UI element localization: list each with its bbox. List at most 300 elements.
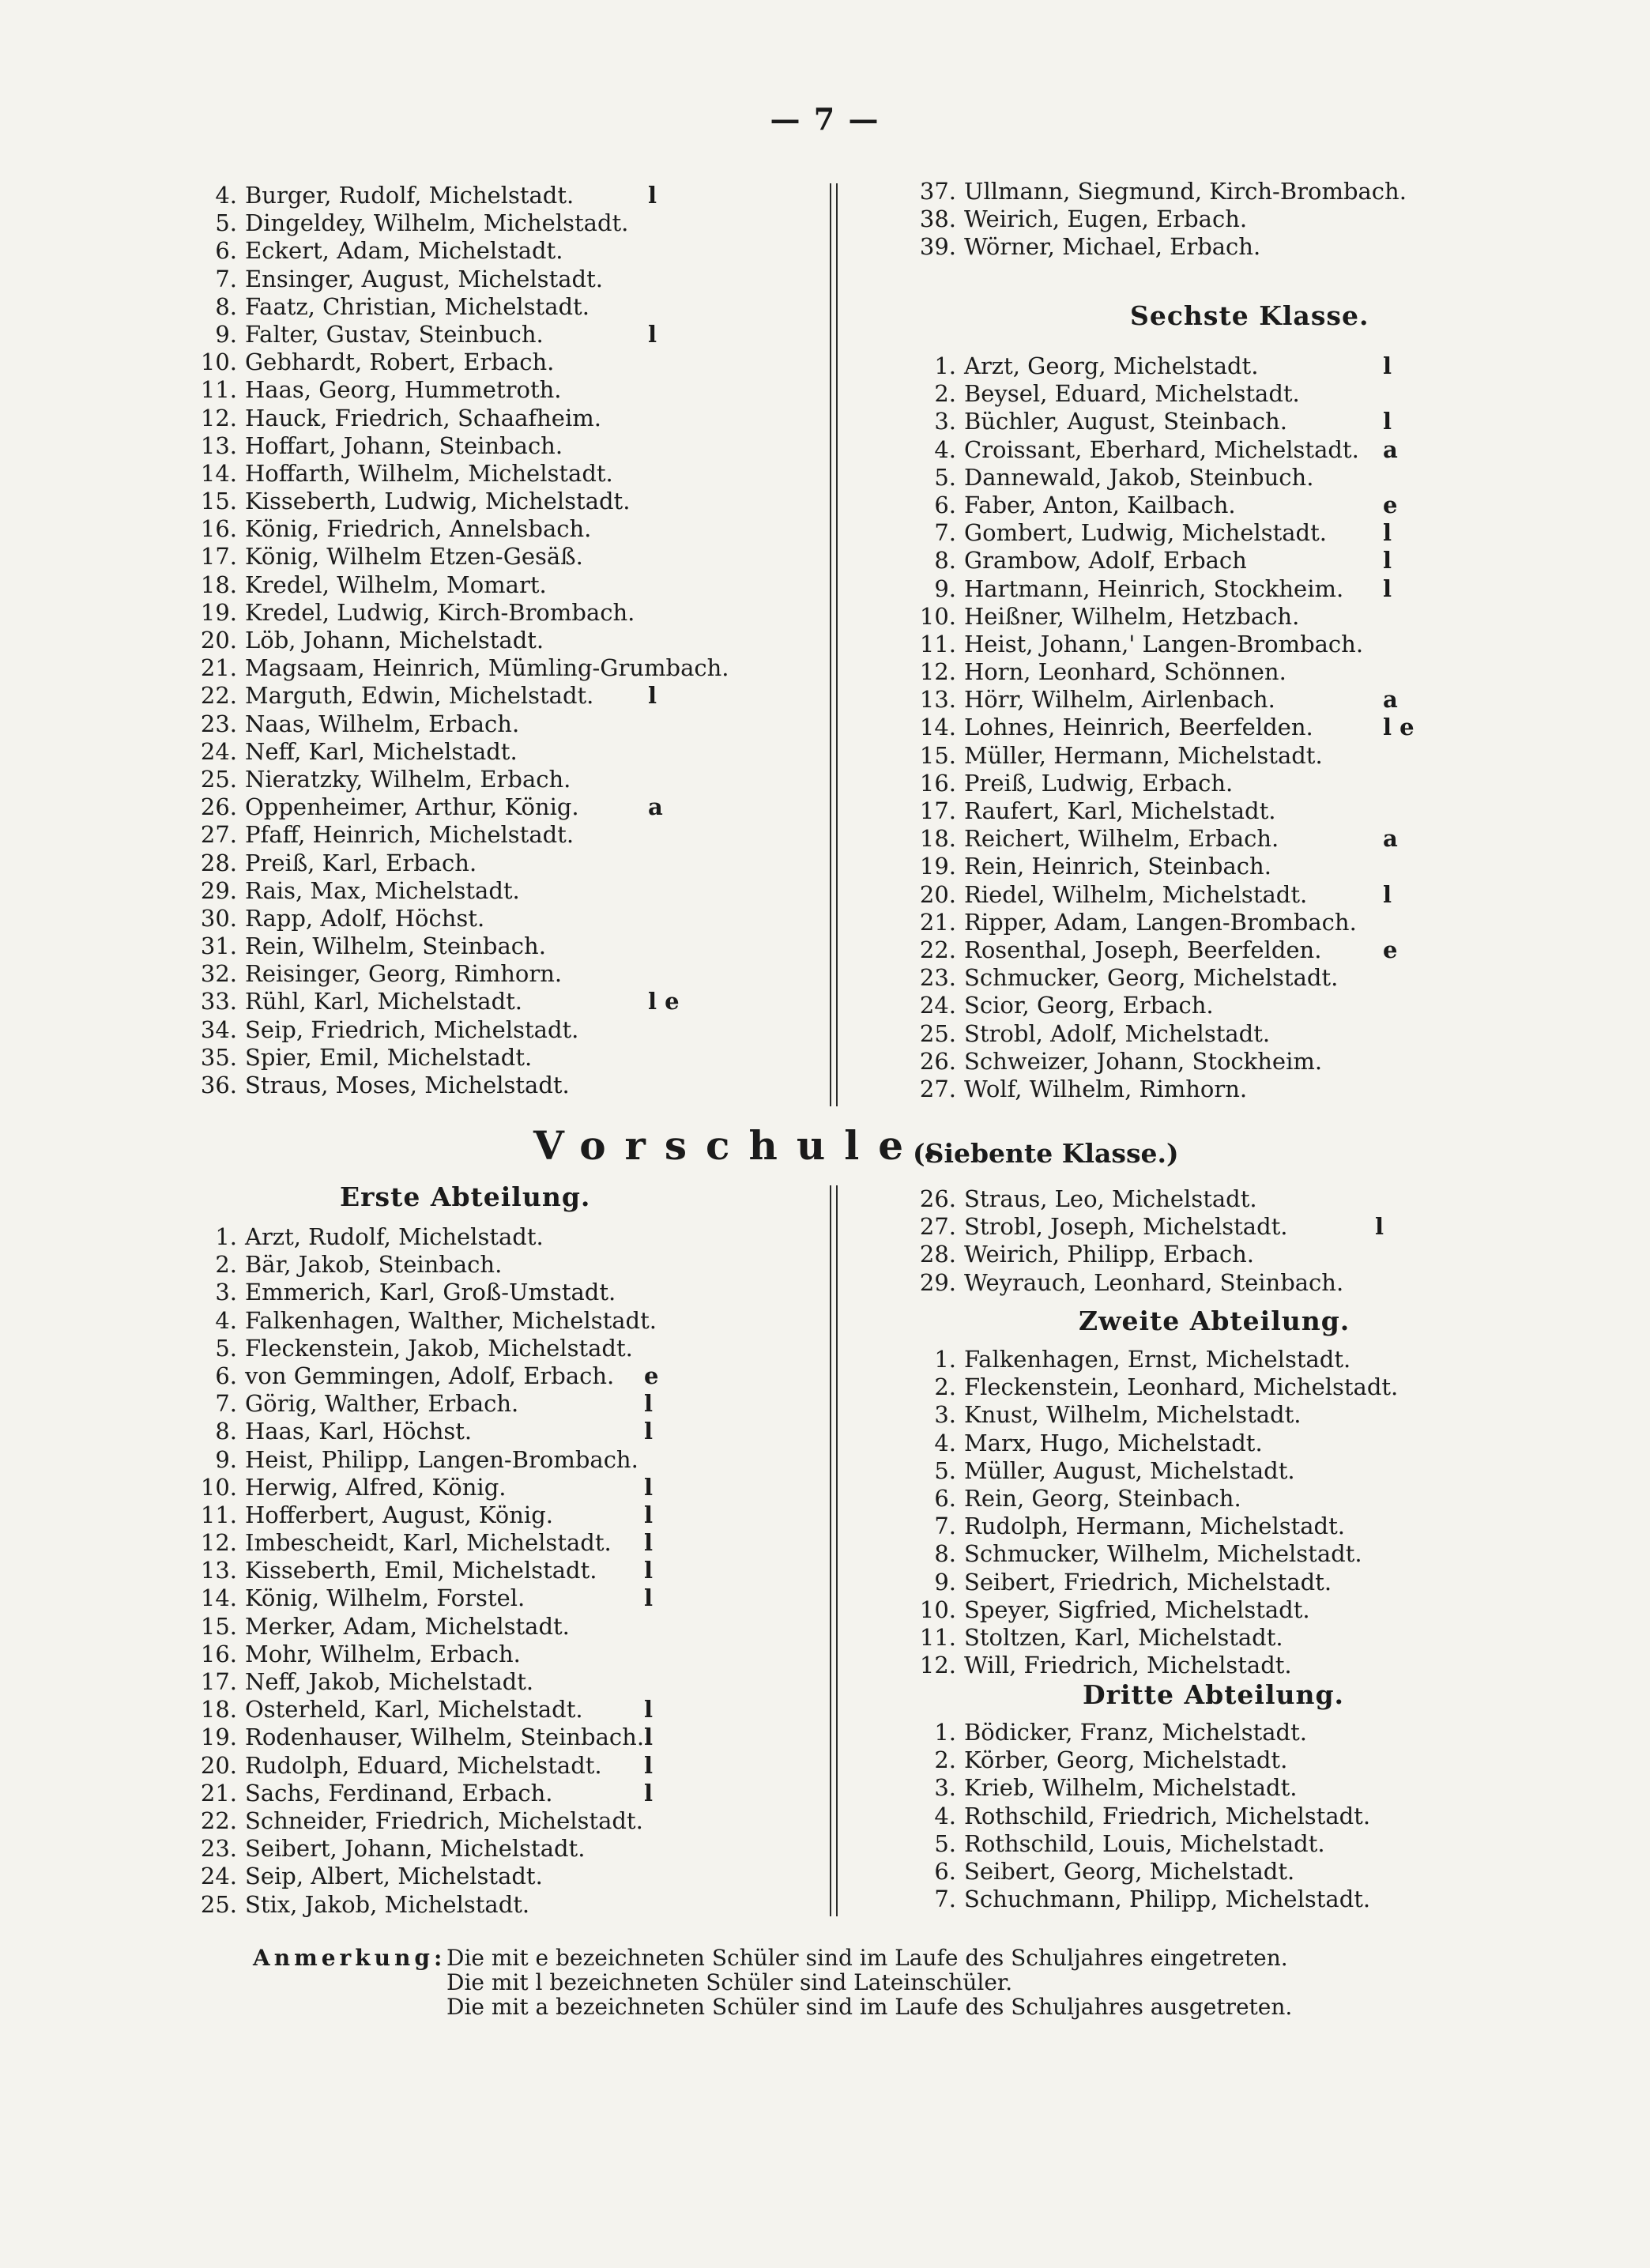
list-item	[909, 714, 1415, 741]
list-item	[190, 293, 729, 321]
list-item	[909, 1401, 1398, 1429]
student-name: Mohr, Wilhelm,	[245, 1640, 423, 1667]
list-item	[190, 1072, 729, 1099]
student-name: Hoffart, Johann,	[245, 431, 432, 459]
student-name: Seip, Albert,	[245, 1863, 390, 1890]
student-name: Strobl, Adolf,	[964, 1019, 1118, 1047]
list-upper-left	[190, 182, 729, 1099]
student-place: Stockheim.	[1192, 1047, 1323, 1075]
student-place: Steinbach.	[422, 932, 546, 960]
list-item-number: 14.	[200, 459, 237, 487]
list-item-number: 11.	[919, 630, 956, 657]
student-place: Michelstadt.	[1142, 1746, 1288, 1774]
list-item-number: 23.	[919, 964, 956, 992]
heading-erste-abteilung: Erste Abteilung.	[340, 1181, 591, 1212]
student-mark: l	[644, 1418, 654, 1445]
list-item	[190, 960, 729, 988]
list-dritte-abteilung	[909, 1719, 1370, 1913]
student-place: Langen-Brombach.	[1136, 908, 1357, 936]
list-item	[909, 1652, 1398, 1679]
student-name: Rein, Wilhelm,	[245, 932, 416, 960]
student-place: Erbach	[1163, 547, 1247, 575]
list-item	[190, 1335, 657, 1362]
list-item-number: 5.	[215, 1334, 237, 1362]
list-item-number: 18.	[919, 825, 956, 853]
student-name: König, Wilhelm,	[245, 1584, 429, 1612]
student-place: Michelstadt.	[483, 209, 629, 237]
student-mark: l	[648, 320, 657, 348]
list-item	[909, 964, 1363, 992]
note-text-e: Die mit e bezeichneten Schüler sind im Laufe des Schuljahres eingetreten.	[446, 1945, 1288, 1971]
note-text-a: Die mit a bezeichneten Schüler sind im Laufe des Schuljahres ausgetreten.	[446, 1994, 1293, 2020]
student-place: Steinbach.	[439, 431, 563, 459]
list-item	[190, 821, 729, 849]
list-item	[190, 710, 729, 738]
student-place: Michelstadt.	[457, 1751, 602, 1779]
list-item	[909, 547, 1392, 575]
student-name: Merker, Adam,	[245, 1612, 418, 1640]
student-name: Spier, Emil,	[245, 1043, 380, 1071]
list-item-number: 22.	[200, 1806, 237, 1834]
student-name: Oppenheimer, Arthur,	[245, 793, 498, 821]
list-item	[909, 1774, 1370, 1802]
student-name: Faatz, Christian,	[245, 292, 438, 320]
student-name: Krieb, Wilhelm,	[964, 1774, 1145, 1802]
note-row-a	[253, 1995, 1292, 2019]
student-name: Eckert, Adam,	[245, 237, 411, 265]
list-item	[190, 1780, 657, 1807]
list-sechste-klasse	[909, 352, 1415, 1103]
list-item	[190, 682, 729, 710]
list-item-number: 27.	[919, 1075, 956, 1102]
student-place: Michelstadt.	[1165, 1596, 1310, 1623]
list-item	[909, 1830, 1370, 1858]
student-place: Michelstadt.	[1225, 1886, 1371, 1913]
student-place: Michelstadt.	[1130, 797, 1276, 824]
student-place: Michelstadt.	[388, 1668, 534, 1695]
list-item	[909, 1513, 1398, 1540]
student-mark: l	[1383, 547, 1392, 575]
student-mark: l	[644, 1584, 654, 1612]
list-item-number: 6.	[215, 1362, 237, 1389]
list-item	[909, 1373, 1398, 1401]
list-item	[190, 237, 729, 265]
list-item-number: 29.	[200, 876, 237, 904]
list-item-number: 18.	[200, 1696, 237, 1724]
student-mark: l	[1383, 352, 1392, 379]
list-item	[909, 519, 1392, 547]
student-mark: l	[644, 1473, 654, 1501]
list-item-number: 6.	[934, 1857, 956, 1885]
list-item-number: 19.	[200, 598, 237, 626]
list-item-number: 26.	[919, 1047, 956, 1075]
student-place: König.	[431, 1473, 507, 1501]
student-mark: l	[1383, 519, 1392, 547]
list-item	[190, 1891, 657, 1919]
list-item-number: 7.	[934, 1886, 956, 1913]
student-mark: l	[648, 182, 657, 209]
list-item	[909, 1346, 1398, 1373]
student-name: Reichert, Wilhelm,	[964, 825, 1181, 853]
student-mark: l	[1383, 575, 1392, 602]
student-name: von Gemmingen, Adolf,	[245, 1362, 517, 1389]
list-item-number: 1.	[934, 352, 956, 379]
list-item-number: 23.	[200, 710, 237, 737]
student-place: Beerfelden.	[1187, 936, 1322, 963]
list-item-number: 10.	[919, 602, 956, 630]
student-name: König, Friedrich,	[245, 515, 443, 543]
list-item	[909, 880, 1392, 909]
list-item	[909, 205, 1407, 233]
student-place: Rimhorn.	[1139, 1075, 1248, 1102]
list-item	[909, 1213, 1384, 1241]
student-place: Kirch-Brombach.	[437, 598, 635, 626]
list-item-number: 7.	[934, 1513, 956, 1540]
list-item	[190, 266, 729, 293]
list-item	[190, 1279, 657, 1306]
list-item-number: 13.	[200, 1557, 237, 1584]
student-place: Michelstadt.	[1200, 1513, 1345, 1540]
heading-sechste-klasse: Sechste Klasse.	[1130, 300, 1369, 331]
student-place: Erbach.	[1170, 233, 1261, 261]
list-item	[190, 1557, 657, 1584]
student-place: Michelstadt.	[417, 237, 563, 265]
student-place: Michelstadt.	[386, 1043, 533, 1071]
student-name: Ripper, Adam,	[964, 908, 1129, 936]
list-item-number: 1.	[934, 1719, 956, 1746]
list-item	[909, 464, 1363, 492]
list-item	[190, 348, 729, 376]
student-place: Michelstadt.	[1138, 1623, 1283, 1651]
list-item	[909, 1803, 1370, 1830]
student-mark: a	[648, 793, 663, 821]
list-item-number: 1.	[215, 1223, 237, 1250]
list-item-number: 3.	[934, 1401, 956, 1429]
list-item-number: 11.	[200, 1501, 237, 1528]
list-item-number: 3.	[934, 1774, 956, 1802]
list-item	[909, 178, 1407, 205]
student-name: Gombert, Ludwig,	[964, 519, 1175, 547]
student-mark: l	[1375, 1213, 1384, 1241]
list-item	[909, 435, 1398, 464]
list-item	[909, 1569, 1398, 1596]
student-mark: l	[644, 1779, 654, 1806]
list-item-number: 22.	[200, 682, 237, 710]
column-divider-upper-2	[836, 183, 838, 1106]
student-place: Etzen-Gesäß.	[428, 543, 583, 571]
student-place: Michelstadt.	[437, 1696, 583, 1724]
student-name: Ensinger, August,	[245, 265, 451, 292]
student-name: Rothschild, Friedrich,	[964, 1802, 1219, 1829]
list-item	[909, 1540, 1398, 1568]
student-name: Neff, Jakob,	[245, 1668, 382, 1695]
student-name: Sachs, Ferdinand,	[245, 1779, 455, 1806]
list-item	[909, 909, 1363, 936]
student-place: Michelstadt.	[1179, 1829, 1325, 1857]
student-mark: a	[1383, 825, 1398, 853]
list-item-number: 16.	[919, 769, 956, 797]
student-place: Michelstadt.	[1181, 519, 1327, 547]
list-item	[909, 1858, 1370, 1886]
list-item	[909, 658, 1363, 686]
student-place: Michelstadt.	[1142, 1213, 1288, 1241]
list-item-number: 7.	[215, 1390, 237, 1418]
list-item	[909, 603, 1363, 631]
list-item	[909, 1746, 1370, 1774]
list-item-number: 10.	[919, 1596, 956, 1623]
student-name: Weirich, Philipp,	[964, 1241, 1156, 1268]
student-name: Rein, Heinrich,	[964, 853, 1141, 880]
student-name: Schmucker, Georg,	[964, 964, 1186, 992]
list-item-number: 4.	[934, 1802, 956, 1829]
student-name: Weirich, Eugen,	[964, 205, 1149, 233]
student-name: Croissant, Eberhard,	[964, 435, 1207, 463]
list-item	[190, 1501, 657, 1529]
list-item	[909, 408, 1392, 435]
list-erste-abteilung-cont	[909, 1185, 1384, 1297]
student-place: Höchst.	[382, 1418, 473, 1445]
student-place: Michelstadt.	[424, 1072, 570, 1098]
student-place: Steinbach.	[378, 1251, 503, 1279]
student-name: Stoltzen, Karl,	[964, 1623, 1131, 1651]
list-item-number: 6.	[934, 1484, 956, 1512]
list-item-number: 31.	[200, 932, 237, 960]
student-name: Rodenhauser, Wilhelm,	[245, 1724, 514, 1751]
list-item	[909, 491, 1398, 519]
student-place: Michelstadt.	[375, 876, 520, 904]
list-item	[909, 797, 1363, 825]
student-place: Michelstadt.	[1151, 1774, 1298, 1802]
heading-zweite-abteilung: Zweite Abteilung.	[1079, 1305, 1351, 1336]
student-name: Straus, Moses,	[245, 1072, 417, 1098]
student-mark: l	[648, 682, 657, 710]
list-erste-abteilung	[190, 1223, 657, 1919]
list-item-number: 23.	[200, 1835, 237, 1863]
student-name: Magsaam, Heinrich,	[245, 654, 481, 682]
student-name: Herwig, Alfred,	[245, 1473, 425, 1501]
list-item-number: 12.	[200, 404, 237, 431]
student-place: Erbach.	[461, 1779, 553, 1806]
list-item	[909, 1048, 1363, 1076]
student-name: Schneider, Friedrich,	[245, 1806, 491, 1834]
student-name: Falkenhagen, Walther,	[245, 1306, 505, 1334]
list-item-number: 15.	[200, 1612, 237, 1640]
list-item-number: 3.	[215, 1279, 237, 1306]
student-place: König.	[504, 793, 579, 821]
student-place: Steinbach.	[1219, 1268, 1344, 1296]
list-item-number: 5.	[215, 209, 237, 237]
student-place: Michelstadt.	[498, 1806, 643, 1834]
list-item	[190, 432, 729, 460]
student-name: Straus, Leo,	[964, 1185, 1105, 1212]
student-mark: a	[1383, 686, 1398, 714]
list-item-number: 24.	[200, 737, 237, 765]
student-place: Steinbuch.	[1189, 463, 1314, 491]
student-place: Erbach.	[480, 765, 571, 793]
list-item-number: 14.	[919, 714, 956, 741]
student-name: Heist, Philipp,	[245, 1445, 411, 1473]
list-item-number: 17.	[919, 797, 956, 824]
student-place: Erbach.	[428, 710, 520, 737]
student-place: Forstel.	[436, 1584, 526, 1612]
list-item-number: 2.	[934, 1373, 956, 1401]
student-name: Rais, Max,	[245, 876, 367, 904]
list-item	[190, 1807, 657, 1835]
student-name: Wolf, Wilhelm,	[964, 1075, 1132, 1102]
student-place: Michelstadt.	[1155, 380, 1300, 408]
list-item-number: 2.	[934, 1746, 956, 1774]
student-mark: e	[1383, 491, 1398, 518]
list-item-number: 6.	[215, 237, 237, 265]
student-place: Michelstadt.	[377, 988, 523, 1015]
list-item	[190, 932, 729, 960]
list-item	[190, 1362, 657, 1390]
list-item	[190, 1613, 657, 1641]
list-item-number: 38.	[919, 205, 956, 233]
student-name: Kisseberth, Ludwig,	[245, 488, 478, 515]
list-item-number: 17.	[200, 1668, 237, 1695]
list-item	[909, 992, 1363, 1019]
list-upper-right-top	[909, 178, 1407, 262]
list-item	[190, 376, 729, 404]
student-place: Michelstadt.	[1216, 1540, 1362, 1568]
list-item	[190, 182, 729, 209]
student-place: Mümling-Grumbach.	[488, 654, 729, 682]
list-item-number: 1.	[934, 1346, 956, 1373]
student-name: Imbescheidt, Karl,	[245, 1529, 459, 1557]
list-item-number: 8.	[934, 547, 956, 575]
student-name: Falkenhagen, Ernst,	[964, 1346, 1199, 1373]
list-item-number: 16.	[200, 515, 237, 543]
list-item	[190, 850, 729, 877]
list-item	[190, 1223, 657, 1251]
student-place: Stockheim.	[1213, 575, 1344, 602]
column-divider-upper	[830, 183, 831, 1106]
student-name: Bär, Jakob,	[245, 1251, 371, 1279]
student-name: Weyrauch, Leonhard,	[964, 1268, 1213, 1296]
list-item	[909, 1596, 1398, 1624]
list-item-number: 33.	[200, 988, 237, 1015]
student-place: Annelsbach.	[449, 515, 592, 543]
column-divider-lower-2	[836, 1185, 838, 1916]
list-item-number: 9.	[215, 320, 237, 348]
student-name: Seibert, Friedrich,	[964, 1568, 1180, 1596]
student-place: Michelstadt.	[439, 1835, 586, 1863]
student-name: Hoffarth, Wilhelm,	[245, 459, 461, 487]
student-place: Michelstadt.	[1162, 880, 1308, 908]
student-mark: l	[644, 1557, 654, 1584]
list-item-number: 20.	[919, 880, 956, 908]
student-place: Erbach.	[463, 348, 555, 376]
student-place: Erbach.	[1156, 205, 1248, 233]
list-item	[909, 770, 1363, 797]
heading-vorschule: Vorschule.	[533, 1122, 955, 1169]
student-name: Bödicker, Franz,	[964, 1719, 1155, 1746]
student-place: Steinbach.	[1163, 408, 1287, 435]
list-item	[909, 936, 1398, 964]
student-place: Kirch-Brombach.	[1209, 178, 1407, 205]
list-item-number: 36.	[200, 1072, 237, 1098]
list-item	[909, 1457, 1398, 1485]
student-place: Michelstadt.	[1150, 1456, 1295, 1484]
list-item-number: 21.	[200, 1779, 237, 1806]
list-item	[190, 877, 729, 905]
student-place: Momart.	[446, 571, 547, 598]
student-name: Schuchmann, Philipp,	[964, 1886, 1219, 1913]
list-item	[909, 380, 1363, 408]
student-mark: l e	[1383, 714, 1415, 741]
student-name: Horn, Leonhard,	[964, 658, 1157, 686]
student-name: Marguth, Edwin,	[245, 682, 442, 710]
student-name: Heißner, Wilhelm,	[964, 602, 1174, 630]
student-place: Michelstadt.	[488, 1334, 633, 1362]
student-name: Stix, Jakob,	[245, 1890, 378, 1918]
student-place: Steinbach.	[1117, 1484, 1241, 1512]
list-item-number: 27.	[919, 1213, 956, 1241]
list-item	[190, 405, 729, 432]
student-name: Rühl, Karl,	[245, 988, 371, 1015]
student-name: Seibert, Johann,	[245, 1835, 433, 1863]
student-name: Neff, Karl,	[245, 737, 365, 765]
student-place: Erbach.	[1162, 1241, 1254, 1268]
student-place: Michelstadt.	[398, 627, 544, 654]
student-place: Michelstadt.	[511, 1306, 657, 1334]
student-name: Beysel, Eduard,	[964, 380, 1147, 408]
list-item	[909, 1241, 1343, 1268]
student-place: Michelstadt.	[433, 1015, 579, 1043]
student-place: Erbach.	[523, 1362, 615, 1389]
list-item-number: 10.	[200, 1473, 237, 1501]
list-item	[190, 738, 729, 766]
list-item-number: 9.	[215, 1445, 237, 1473]
list-item	[909, 1624, 1398, 1652]
student-name: Kisseberth, Emil,	[245, 1557, 445, 1584]
list-item-number: 11.	[919, 1623, 956, 1651]
list-item-number: 21.	[200, 654, 237, 682]
student-name: Wörner, Michael,	[964, 233, 1162, 261]
student-place: Beerfelden.	[1178, 714, 1313, 741]
student-name: Speyer, Sigfried,	[964, 1596, 1158, 1623]
list-zweite-abteilung	[909, 1346, 1398, 1679]
list-item	[909, 1185, 1343, 1213]
list-item-number: 2.	[934, 380, 956, 408]
student-place: Michelstadt.	[451, 1557, 597, 1584]
list-item-number: 20.	[200, 1751, 237, 1779]
student-name: Rosenthal, Joseph,	[964, 936, 1180, 963]
list-item	[909, 631, 1363, 658]
student-place: Steinbach.	[520, 1724, 645, 1751]
student-place: Langen-Brombach.	[1142, 630, 1364, 657]
list-item-number: 12.	[919, 658, 956, 686]
list-item-number: 22.	[919, 936, 956, 963]
list-item	[909, 575, 1392, 603]
list-item-number: 3.	[934, 408, 956, 435]
student-mark: l	[1383, 408, 1392, 435]
student-mark: l	[644, 1696, 654, 1724]
list-item	[190, 1641, 657, 1668]
student-place: Erbach.	[386, 849, 477, 876]
list-item-number: 25.	[200, 765, 237, 793]
student-place: König.	[478, 1501, 553, 1528]
list-item-number: 4.	[215, 1306, 237, 1334]
student-place: Michelstadt.	[1113, 352, 1259, 379]
student-name: Nieratzky, Wilhelm,	[245, 765, 473, 793]
student-name: Preiß, Ludwig,	[964, 769, 1135, 797]
list-item-number: 5.	[934, 1456, 956, 1484]
list-item	[190, 1474, 657, 1501]
list-item	[190, 1835, 657, 1863]
student-name: Reisinger, Georg,	[245, 960, 447, 988]
